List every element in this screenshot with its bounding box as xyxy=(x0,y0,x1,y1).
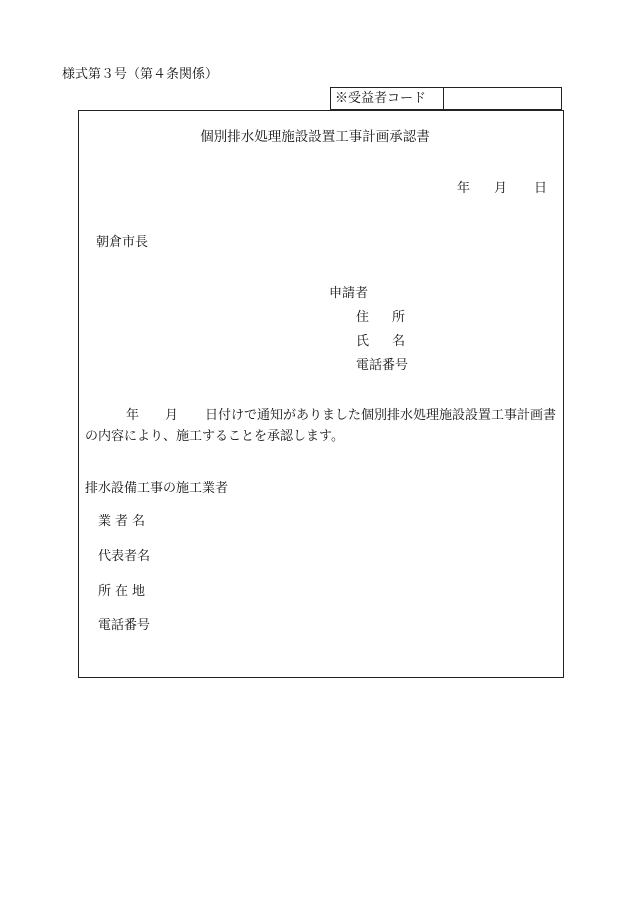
addressee: 朝倉市長 xyxy=(96,235,149,250)
applicant-address-label: 住 xyxy=(356,310,370,325)
contractor-heading: 排水設備工事の施工業者 xyxy=(85,481,229,496)
body-year: 年 xyxy=(126,408,140,423)
contractor-representative-label: 代表者名 xyxy=(98,549,151,564)
body-text-line1: 日付けで通知がありました個別排水処理施設設置工事計画書 xyxy=(205,408,557,423)
applicant-name-label: 氏 xyxy=(356,334,370,349)
contractor-location-label: 所在地 xyxy=(98,584,150,599)
date-month: 月 xyxy=(494,181,508,196)
body-month: 月 xyxy=(165,408,179,423)
beneficiary-code-value[interactable] xyxy=(444,88,561,109)
applicant-phone-label: 電話番号 xyxy=(356,358,409,373)
document-title: 個別排水処理施設設置工事計画承認書 xyxy=(200,129,430,145)
applicant-name-label-2: 名 xyxy=(392,334,406,349)
document-frame xyxy=(78,110,564,678)
applicant-label: 申請者 xyxy=(329,286,369,301)
date-year: 年 xyxy=(457,181,471,196)
contractor-company-label: 業者名 xyxy=(98,514,150,529)
form-number: 様式第３号（第４条関係） xyxy=(62,67,219,82)
applicant-address-label-2: 所 xyxy=(392,310,406,325)
body-text-line2: の内容により、施工することを承認します。 xyxy=(85,429,344,444)
date-day: 日 xyxy=(534,181,548,196)
contractor-phone-label: 電話番号 xyxy=(98,618,151,633)
beneficiary-code-label: ※受益者コード xyxy=(331,88,444,109)
beneficiary-code-box xyxy=(330,87,562,110)
